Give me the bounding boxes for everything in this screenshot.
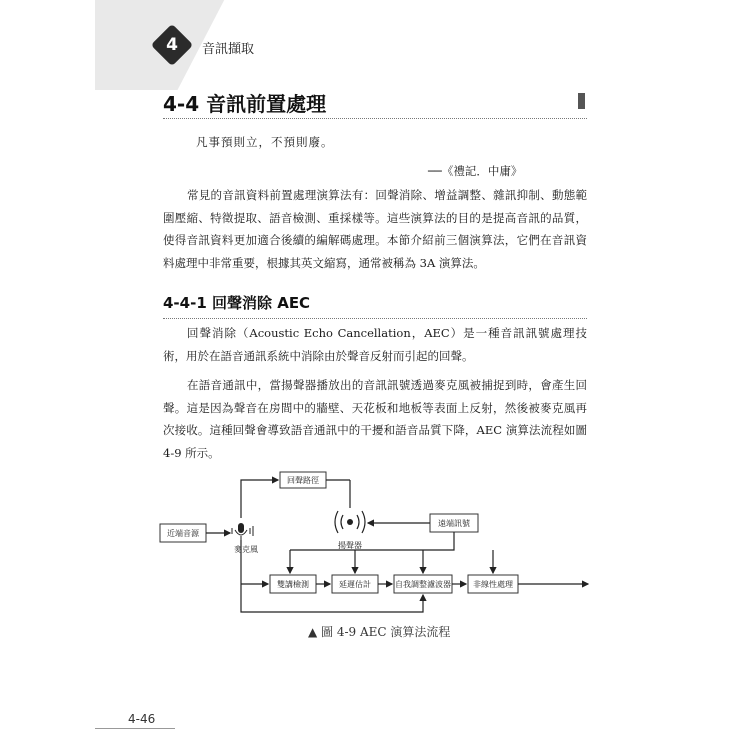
- section-title: 4-4 音訊前置處理: [163, 92, 327, 116]
- nonlinear-label: 非線性處理: [473, 580, 513, 589]
- echo-path-label: 回聲路徑: [287, 476, 319, 485]
- delay-estimation-label: 延遲估計: [339, 580, 371, 589]
- epigraph-source: ──《禮記．中庸》: [428, 164, 523, 178]
- footer-rule: [95, 728, 175, 729]
- section-rule: [163, 118, 587, 119]
- aec-description-paragraph: 在語音通訊中，當揚聲器播放出的音訊訊號透過麥克風被捕捉到時，會產生回聲。這是因為聲音在房間中的牆壁、天花板和地板等表面上反射，然後被麥克風再次接收。這種回聲會導致語音通訊中的干擾和語音品質下降，AEC 演算法流程如圖 4-9 所示。: [163, 378, 587, 460]
- section-marker: [578, 93, 585, 109]
- chapter-title: 音訊擷取: [202, 42, 255, 57]
- speaker-icon: [335, 511, 365, 533]
- figure-caption: ▲ 圖 4-9 AEC 演算法流程: [308, 625, 451, 639]
- intro-paragraph: 常見的音訊資料前置處理演算法有：回聲消除、增益調整、雜訊抑制、動態範圍壓縮、特徵提取、語音檢測、重採樣等。這些演算法的目的是提高音訊的品質，使得音訊資料更加適合後續的編解碼處理。本節介紹前三個演算法，它們在音訊資料處理中非常重要，根據其英文縮寫，通常被稱為 3A 演算法。: [163, 188, 587, 270]
- double-talk-label: 雙講檢測: [277, 580, 309, 589]
- near-source-label: 近端音源: [167, 529, 199, 538]
- microphone-label: 麥克風: [234, 545, 258, 554]
- aec-definition-paragraph: 回聲消除（Acoustic Echo Cancellation，AEC）是一種音訊訊號處理技術，用於在語音通訊系統中消除由於聲音反射而引起的回聲。: [163, 326, 587, 363]
- page-number: 4-46: [128, 712, 156, 726]
- speaker-label: 揚聲器: [338, 541, 362, 550]
- chapter-number: 4: [166, 35, 178, 55]
- microphone-icon: [232, 523, 253, 540]
- epigraph-quote: 凡事預則立，不預則廢。: [196, 135, 334, 149]
- far-signal-label: 遠端訊號: [438, 519, 470, 528]
- subsection-title: 4-4-1 回聲消除 AEC: [163, 294, 311, 312]
- subsection-rule: [163, 318, 587, 319]
- adaptive-filter-label: 自我調整濾波器: [395, 580, 451, 589]
- aec-flow-diagram: [150, 470, 600, 620]
